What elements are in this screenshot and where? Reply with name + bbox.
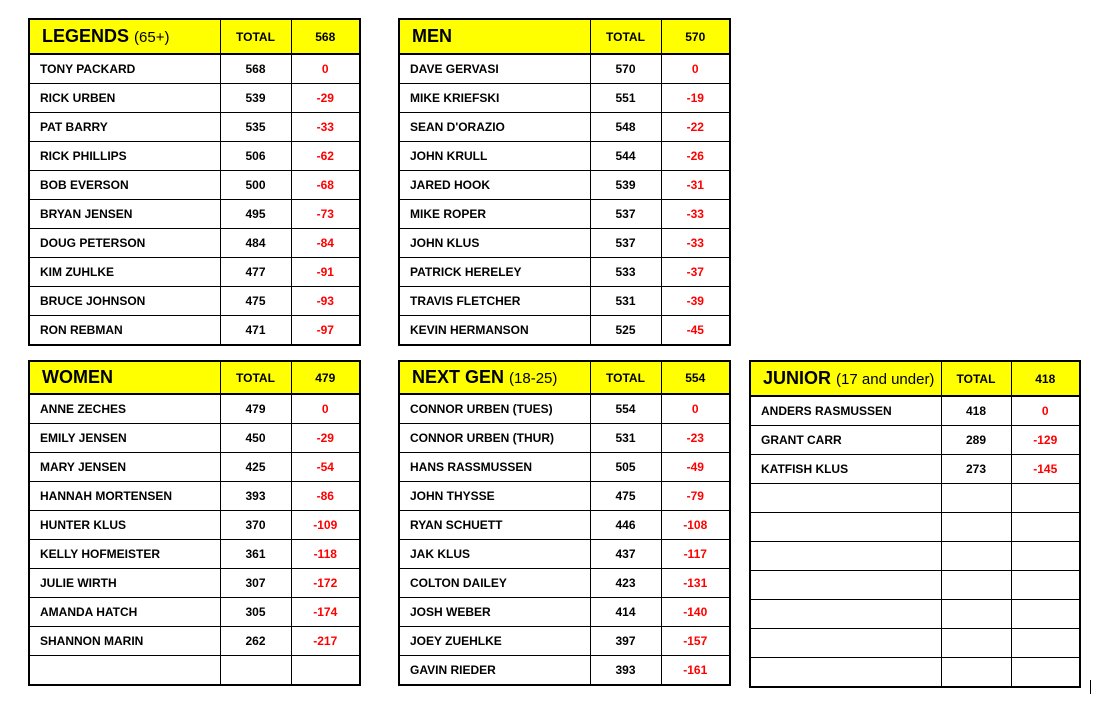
player-diff: -33: [291, 112, 359, 141]
player-total: 397: [590, 626, 661, 655]
player-name: JOHN THYSSE: [400, 481, 590, 510]
table-row: [30, 257, 359, 286]
player-diff: -45: [661, 315, 729, 344]
player-diff: -108: [661, 510, 729, 539]
player-diff: -93: [291, 286, 359, 315]
player-total: [941, 483, 1011, 512]
player-total: 370: [220, 510, 291, 539]
player-name: [751, 512, 941, 541]
player-name: ANNE ZECHES: [30, 394, 220, 423]
table-row: [30, 315, 359, 344]
legends-total-header: TOTAL: [220, 20, 291, 54]
player-diff: [1011, 512, 1079, 541]
nextgen-header-row: [400, 362, 729, 394]
table-row: [400, 452, 729, 481]
player-diff: -37: [661, 257, 729, 286]
player-total: 423: [590, 568, 661, 597]
player-total: 479: [220, 394, 291, 423]
player-name: DOUG PETERSON: [30, 228, 220, 257]
player-diff: -33: [661, 228, 729, 257]
table-row: [30, 655, 359, 684]
player-name: PAT BARRY: [30, 112, 220, 141]
junior-subtitle: (17 and under): [836, 371, 935, 388]
player-total: [941, 628, 1011, 657]
player-diff: -29: [291, 423, 359, 452]
player-total: 305: [220, 597, 291, 626]
player-diff: [1011, 657, 1079, 686]
player-total: 495: [220, 199, 291, 228]
player-name: ANDERS RASMUSSEN: [751, 396, 941, 425]
player-name: [751, 570, 941, 599]
junior-total-header: TOTAL: [941, 362, 1011, 396]
player-name: JOHN KLUS: [400, 228, 590, 257]
player-name: AMANDA HATCH: [30, 597, 220, 626]
player-name: HANNAH MORTENSEN: [30, 481, 220, 510]
table-row: [400, 539, 729, 568]
player-name: RON REBMAN: [30, 315, 220, 344]
player-name: JAK KLUS: [400, 539, 590, 568]
women-total-header: TOTAL: [220, 362, 291, 394]
player-name: SEAN D'ORAZIO: [400, 112, 590, 141]
men-top-score: 570: [661, 20, 729, 54]
table-row: [30, 626, 359, 655]
player-name: JOSH WEBER: [400, 597, 590, 626]
table-row: [30, 597, 359, 626]
table-row: [30, 510, 359, 539]
table-row: [400, 481, 729, 510]
player-diff: -145: [1011, 454, 1079, 483]
player-total: 262: [220, 626, 291, 655]
player-diff: -109: [291, 510, 359, 539]
player-name: SHANNON MARIN: [30, 626, 220, 655]
table-row: [30, 423, 359, 452]
table-row: [30, 83, 359, 112]
player-total: 393: [220, 481, 291, 510]
player-total: 531: [590, 286, 661, 315]
player-name: [30, 655, 220, 684]
nextgen-top-score: 554: [661, 362, 729, 394]
player-diff: -23: [661, 423, 729, 452]
player-total: 531: [590, 423, 661, 452]
table-row: [30, 54, 359, 83]
junior-board: [749, 360, 1081, 688]
player-diff: -19: [661, 83, 729, 112]
table-row: [400, 626, 729, 655]
men-table: [400, 20, 729, 344]
player-total: 437: [590, 539, 661, 568]
table-row: [400, 568, 729, 597]
table-row: [751, 512, 1079, 541]
player-name: JULIE WIRTH: [30, 568, 220, 597]
player-diff: -140: [661, 597, 729, 626]
player-total: 535: [220, 112, 291, 141]
player-name: COLTON DAILEY: [400, 568, 590, 597]
player-total: 450: [220, 423, 291, 452]
player-total: [941, 570, 1011, 599]
women-title-text: WOMEN: [42, 367, 113, 387]
player-diff: -86: [291, 481, 359, 510]
table-row: [400, 141, 729, 170]
player-diff: [1011, 483, 1079, 512]
player-name: KIM ZUHLKE: [30, 257, 220, 286]
player-diff: -117: [661, 539, 729, 568]
player-total: 446: [590, 510, 661, 539]
table-row: [751, 483, 1079, 512]
player-name: MARY JENSEN: [30, 452, 220, 481]
player-name: [751, 599, 941, 628]
table-row: [751, 599, 1079, 628]
player-name: JOHN KRULL: [400, 141, 590, 170]
junior-title: [751, 362, 941, 396]
table-row: [400, 655, 729, 684]
table-row: [751, 541, 1079, 570]
player-total: [941, 512, 1011, 541]
player-total: 554: [590, 394, 661, 423]
table-row: [400, 199, 729, 228]
junior-top-score: 418: [1011, 362, 1079, 396]
table-row: [400, 54, 729, 83]
player-total: 568: [220, 54, 291, 83]
men-title: [400, 20, 590, 54]
women-title: [30, 362, 220, 394]
player-total: 537: [590, 228, 661, 257]
junior-header-row: [751, 362, 1079, 396]
table-row: [30, 112, 359, 141]
player-total: 551: [590, 83, 661, 112]
player-name: BRYAN JENSEN: [30, 199, 220, 228]
player-name: JOEY ZUEHLKE: [400, 626, 590, 655]
table-row: [30, 199, 359, 228]
player-total: 544: [590, 141, 661, 170]
table-row: [30, 170, 359, 199]
player-total: 537: [590, 199, 661, 228]
player-diff: -26: [661, 141, 729, 170]
player-total: 361: [220, 539, 291, 568]
nextgen-total-header: TOTAL: [590, 362, 661, 394]
player-total: [941, 541, 1011, 570]
table-row: [30, 228, 359, 257]
table-row: [30, 481, 359, 510]
player-diff: -79: [661, 481, 729, 510]
table-row: [30, 539, 359, 568]
nextgen-subtitle: (18-25): [509, 370, 558, 387]
junior-table: [751, 362, 1079, 686]
legends-board: [28, 18, 361, 346]
player-diff: -22: [661, 112, 729, 141]
table-row: [400, 597, 729, 626]
player-diff: -49: [661, 452, 729, 481]
player-name: [751, 628, 941, 657]
player-name: GAVIN RIEDER: [400, 655, 590, 684]
player-total: 548: [590, 112, 661, 141]
player-diff: -118: [291, 539, 359, 568]
player-name: RICK PHILLIPS: [30, 141, 220, 170]
player-diff: -172: [291, 568, 359, 597]
player-total: 425: [220, 452, 291, 481]
player-diff: -39: [661, 286, 729, 315]
table-row: [751, 425, 1079, 454]
nextgen-title-text: NEXT GEN: [412, 367, 505, 387]
player-total: 393: [590, 655, 661, 684]
player-total: 506: [220, 141, 291, 170]
player-diff: -157: [661, 626, 729, 655]
table-row: [400, 170, 729, 199]
player-name: EMILY JENSEN: [30, 423, 220, 452]
legends-title-text: LEGENDS: [42, 26, 130, 46]
player-diff: -97: [291, 315, 359, 344]
player-name: [751, 541, 941, 570]
player-total: 289: [941, 425, 1011, 454]
player-total: 475: [220, 286, 291, 315]
table-row: [400, 394, 729, 423]
player-diff: -161: [661, 655, 729, 684]
player-name: GRANT CARR: [751, 425, 941, 454]
women-table: [30, 362, 359, 684]
table-row: [400, 315, 729, 344]
player-diff: [291, 655, 359, 684]
player-total: 414: [590, 597, 661, 626]
player-total: 475: [590, 481, 661, 510]
player-name: RICK URBEN: [30, 83, 220, 112]
table-row: [751, 454, 1079, 483]
player-diff: -29: [291, 83, 359, 112]
player-total: 539: [220, 83, 291, 112]
table-row: [400, 423, 729, 452]
player-name: MIKE ROPER: [400, 199, 590, 228]
player-name: TONY PACKARD: [30, 54, 220, 83]
player-diff: -73: [291, 199, 359, 228]
player-name: TRAVIS FLETCHER: [400, 286, 590, 315]
table-row: [400, 257, 729, 286]
player-diff: [1011, 628, 1079, 657]
player-total: 500: [220, 170, 291, 199]
player-name: CONNOR URBEN (THUR): [400, 423, 590, 452]
player-diff: [1011, 599, 1079, 628]
table-row: [400, 112, 729, 141]
nextgen-board: [398, 360, 731, 686]
table-row: [751, 657, 1079, 686]
table-row: [30, 452, 359, 481]
table-row: [400, 228, 729, 257]
player-name: KEVIN HERMANSON: [400, 315, 590, 344]
player-total: 570: [590, 54, 661, 83]
table-row: [400, 510, 729, 539]
player-name: BOB EVERSON: [30, 170, 220, 199]
player-name: HUNTER KLUS: [30, 510, 220, 539]
player-diff: 0: [291, 394, 359, 423]
player-name: KELLY HOFMEISTER: [30, 539, 220, 568]
player-total: [220, 655, 291, 684]
table-row: [30, 568, 359, 597]
player-name: KATFISH KLUS: [751, 454, 941, 483]
table-row: [751, 396, 1079, 425]
player-name: CONNOR URBEN (TUES): [400, 394, 590, 423]
player-diff: -62: [291, 141, 359, 170]
player-name: JARED HOOK: [400, 170, 590, 199]
women-board: [28, 360, 361, 686]
player-name: DAVE GERVASI: [400, 54, 590, 83]
player-name: HANS RASSMUSSEN: [400, 452, 590, 481]
player-diff: -131: [661, 568, 729, 597]
player-name: PATRICK HERELEY: [400, 257, 590, 286]
player-total: 471: [220, 315, 291, 344]
women-header-row: [30, 362, 359, 394]
men-board: [398, 18, 731, 346]
men-header-row: [400, 20, 729, 54]
player-total: 418: [941, 396, 1011, 425]
player-diff: [1011, 541, 1079, 570]
player-diff: -174: [291, 597, 359, 626]
player-total: 533: [590, 257, 661, 286]
legends-header-row: [30, 20, 359, 54]
player-total: 307: [220, 568, 291, 597]
player-name: MIKE KRIEFSKI: [400, 83, 590, 112]
player-diff: 0: [661, 54, 729, 83]
player-name: BRUCE JOHNSON: [30, 286, 220, 315]
player-total: [941, 657, 1011, 686]
player-diff: 0: [291, 54, 359, 83]
legends-subtitle: (65+): [134, 29, 170, 46]
player-diff: -217: [291, 626, 359, 655]
legends-title: [30, 20, 220, 54]
player-diff: -54: [291, 452, 359, 481]
nextgen-title: [400, 362, 590, 394]
table-row: [400, 286, 729, 315]
women-top-score: 479: [291, 362, 359, 394]
player-diff: -31: [661, 170, 729, 199]
player-diff: 0: [1011, 396, 1079, 425]
player-name: [751, 657, 941, 686]
player-total: 539: [590, 170, 661, 199]
men-total-header: TOTAL: [590, 20, 661, 54]
player-name: [751, 483, 941, 512]
player-total: 273: [941, 454, 1011, 483]
player-total: [941, 599, 1011, 628]
player-diff: [1011, 570, 1079, 599]
table-row: [751, 570, 1079, 599]
player-name: RYAN SCHUETT: [400, 510, 590, 539]
player-diff: -33: [661, 199, 729, 228]
legends-top-score: 568: [291, 20, 359, 54]
player-diff: -91: [291, 257, 359, 286]
junior-title-text: JUNIOR: [763, 368, 832, 388]
table-row: [30, 286, 359, 315]
player-total: 484: [220, 228, 291, 257]
player-diff: -84: [291, 228, 359, 257]
player-total: 505: [590, 452, 661, 481]
table-row: [30, 141, 359, 170]
men-title-text: MEN: [412, 26, 452, 46]
table-row: [30, 394, 359, 423]
table-row: [400, 83, 729, 112]
player-diff: 0: [661, 394, 729, 423]
player-total: 525: [590, 315, 661, 344]
table-row: [751, 628, 1079, 657]
text-cursor: [1090, 680, 1091, 694]
player-total: 477: [220, 257, 291, 286]
player-diff: -129: [1011, 425, 1079, 454]
nextgen-table: [400, 362, 729, 684]
player-diff: -68: [291, 170, 359, 199]
legends-table: [30, 20, 359, 344]
